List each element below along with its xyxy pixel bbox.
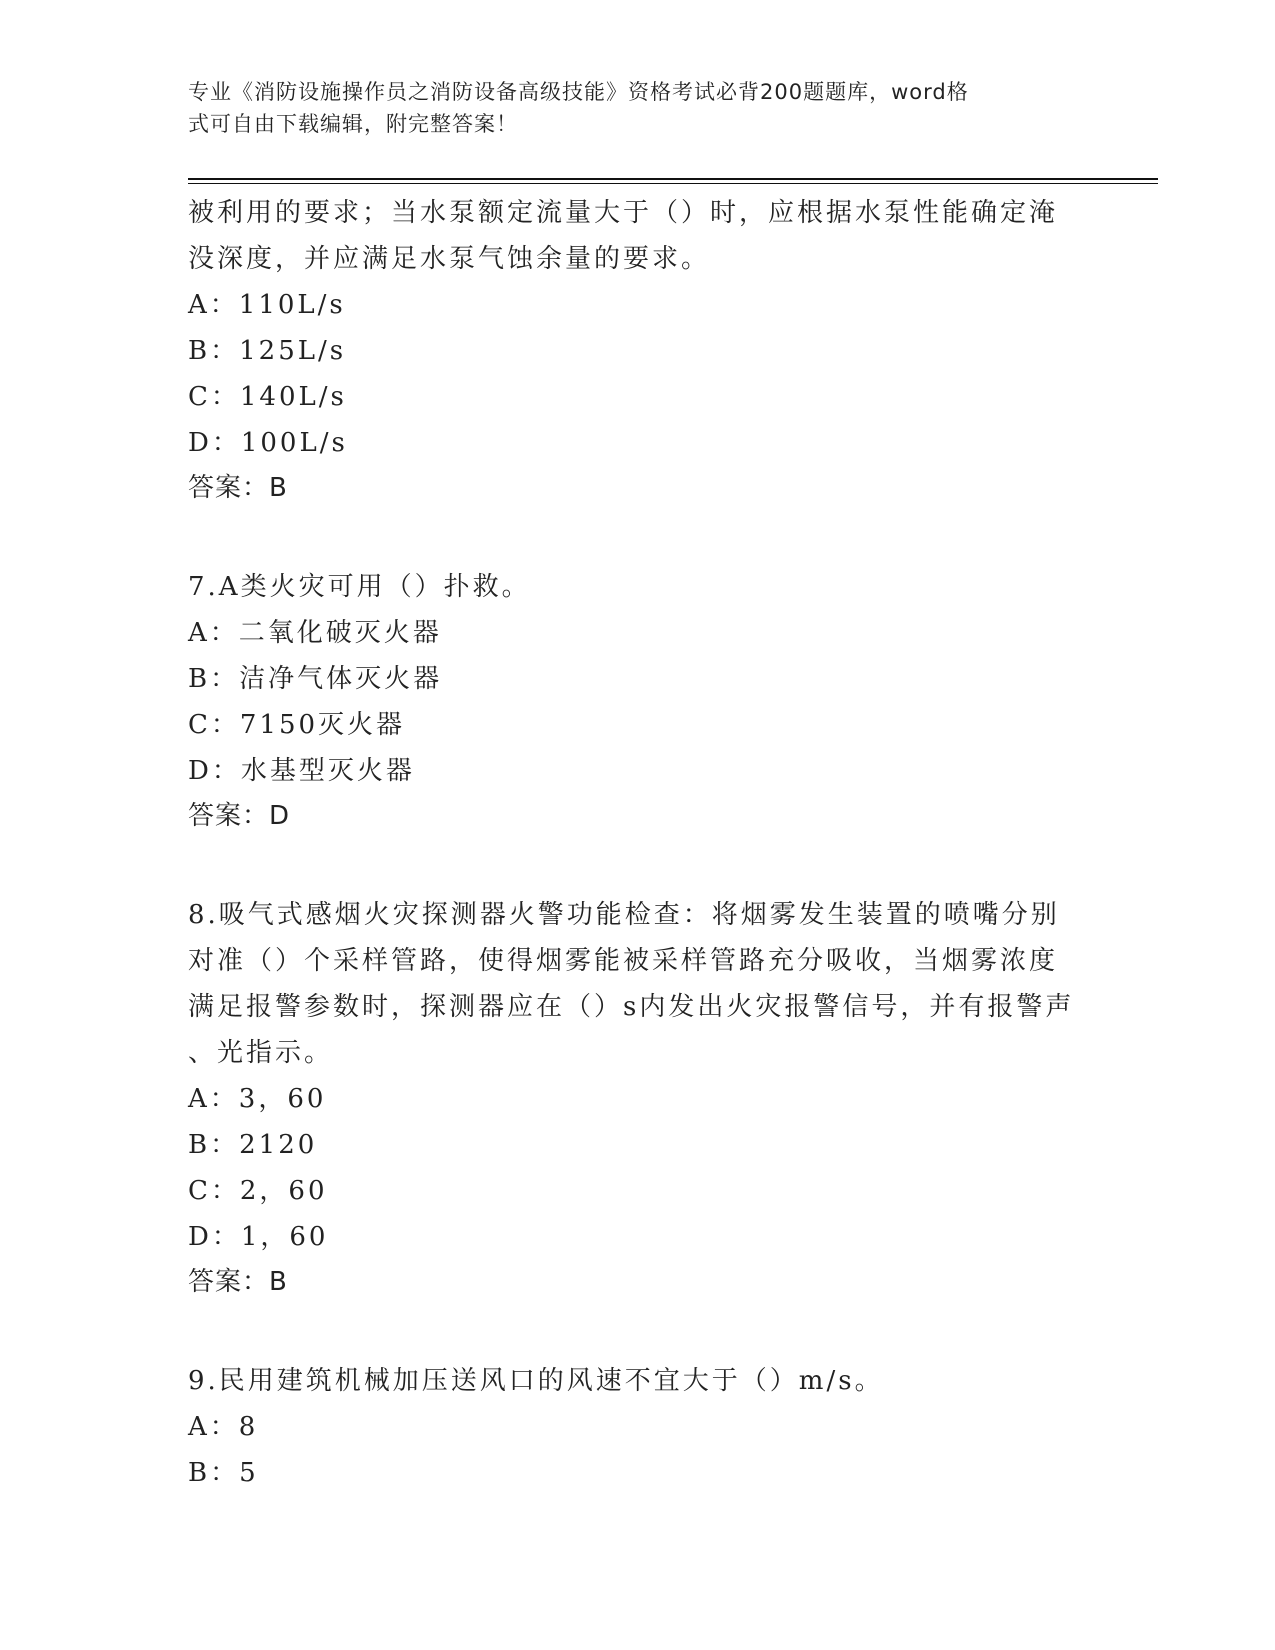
question-9	[188, 1358, 1088, 1496]
option-b: B：洁净气体灭火器	[188, 664, 443, 694]
question-stem-line: 对准（）个采样管路，使得烟雾能被采样管路充分吸收，当烟雾浓度	[188, 946, 1059, 976]
option-a: A：8	[188, 1412, 259, 1442]
header-line-2: 式可自由下载编辑，附完整答案！	[188, 112, 518, 136]
question-stem-line: 满足报警参数时，探测器应在（）s内发出火灾报警信号，并有报警声	[188, 992, 1075, 1022]
answer-label: 答案：B	[188, 1267, 288, 1297]
question-stem-line: 被利用的要求；当水泵额定流量大于（）时，应根据水泵性能确定淹	[188, 198, 1059, 228]
option-c: C：140L/s	[188, 382, 347, 412]
question-spacer	[188, 838, 1088, 892]
option-d: D：100L/s	[188, 428, 348, 458]
option-b: B：2120	[188, 1130, 318, 1160]
question-spacer	[188, 1304, 1088, 1358]
option-c: C：2，60	[188, 1176, 328, 1206]
question-stem-line: 、光指示。	[188, 1038, 334, 1068]
document-header	[188, 76, 1068, 140]
option-a: A：110L/s	[188, 290, 346, 320]
option-b: B：125L/s	[188, 336, 347, 366]
question-6	[188, 190, 1088, 510]
answer-label: 答案：D	[188, 801, 291, 831]
question-stem-line: 没深度，并应满足水泵气蚀余量的要求。	[188, 244, 711, 274]
question-stem-line: 8.吸气式感烟火灾探测器火警功能检查：将烟雾发生装置的喷嘴分别	[188, 900, 1060, 930]
question-7	[188, 564, 1088, 838]
option-c: C：7150灭火器	[188, 710, 406, 740]
option-a: A：3，60	[188, 1084, 327, 1114]
option-b: B：5	[188, 1458, 259, 1488]
answer-label: 答案：B	[188, 473, 288, 503]
question-stem: 7.A类火灾可用（）扑救。	[188, 572, 531, 602]
question-8	[188, 892, 1088, 1304]
question-list	[188, 190, 1088, 1496]
option-d: D：1，60	[188, 1222, 329, 1252]
header-divider-thin	[188, 183, 1158, 184]
option-a: A：二氧化破灭火器	[188, 618, 442, 648]
question-stem: 9.民用建筑机械加压送风口的风速不宜大于（）m/s。	[188, 1366, 884, 1396]
question-spacer	[188, 510, 1088, 564]
header-divider-thick	[188, 178, 1158, 180]
header-line-1: 专业《消防设施操作员之消防设备高级技能》资格考试必背200题题库，word格	[188, 80, 969, 104]
option-d: D：水基型灭火器	[188, 756, 415, 786]
